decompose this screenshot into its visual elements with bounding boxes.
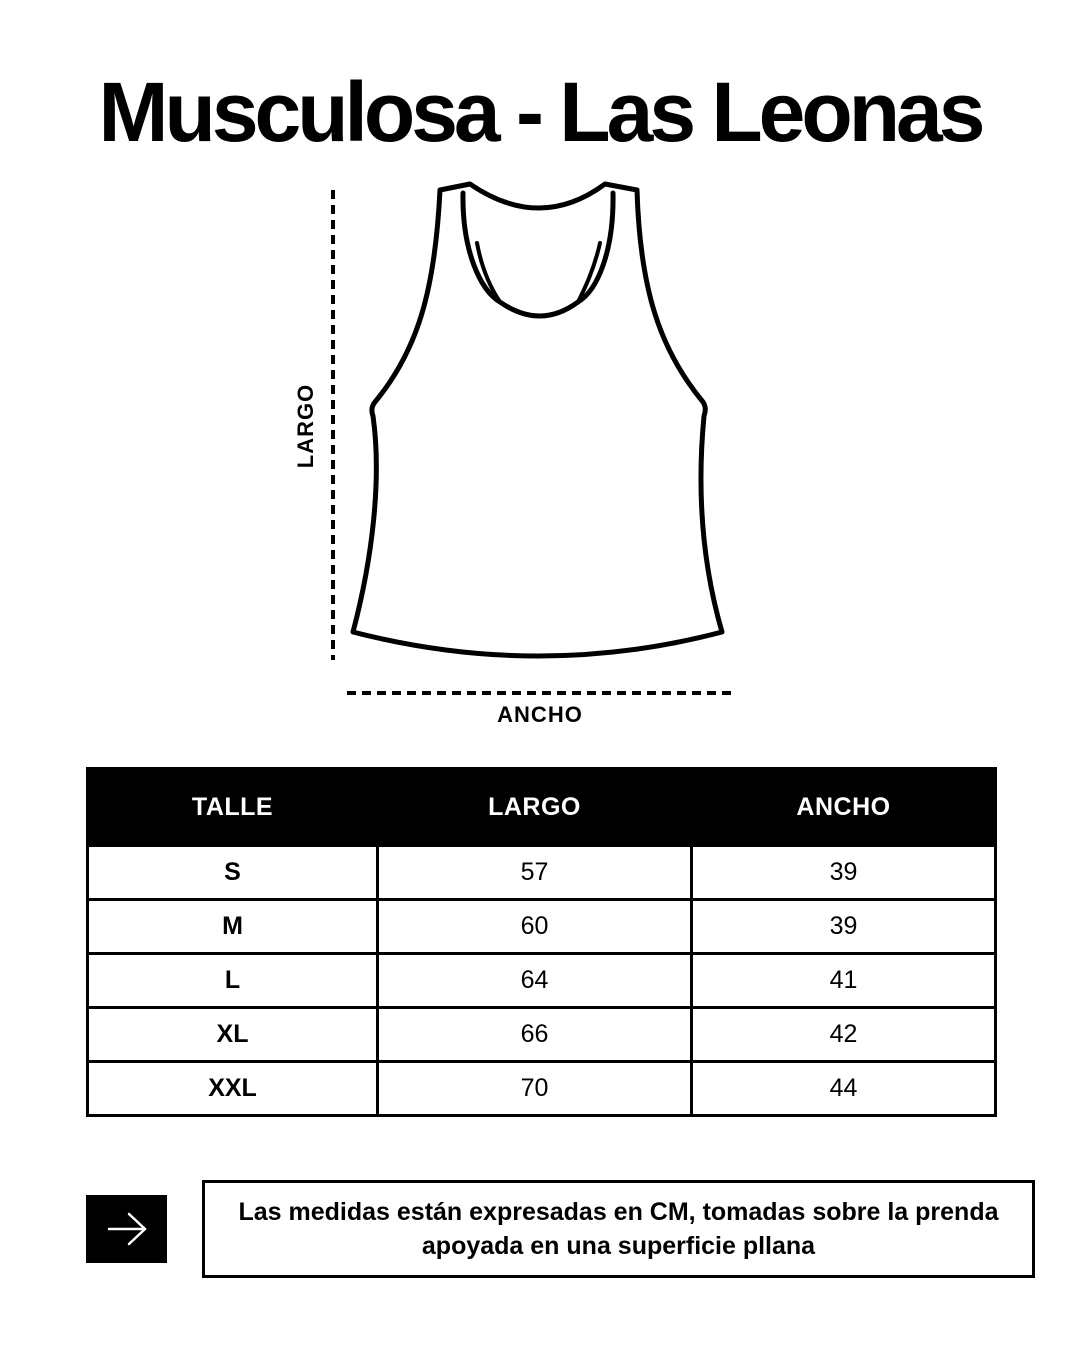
cell-ancho: 41 — [692, 954, 996, 1008]
table-header-row — [88, 769, 996, 846]
arrow-right-icon — [86, 1195, 167, 1263]
cell-largo: 64 — [378, 954, 692, 1008]
header-largo: LARGO — [378, 769, 692, 846]
table-row — [88, 900, 996, 954]
cell-talle: S — [88, 846, 378, 900]
cell-largo: 57 — [378, 846, 692, 900]
cell-largo: 66 — [378, 1008, 692, 1062]
header-ancho: ANCHO — [692, 769, 996, 846]
page-title: Musculosa - Las Leonas — [98, 65, 982, 159]
cell-largo: 70 — [378, 1062, 692, 1116]
table-row — [88, 1062, 996, 1116]
cell-talle: XXL — [88, 1062, 378, 1116]
measurement-note-text: Las medidas están expresadas en CM, tomadas sobre la prenda apoyada en una superficie pllana — [238, 1198, 999, 1260]
cell-talle: XL — [88, 1008, 378, 1062]
measurement-note — [202, 1180, 1035, 1278]
cell-ancho: 42 — [692, 1008, 996, 1062]
cell-ancho: 39 — [692, 900, 996, 954]
ancho-label: ANCHO — [497, 702, 583, 727]
tank-top-outline — [353, 184, 722, 656]
largo-label: LARGO — [293, 383, 318, 469]
cell-ancho: 39 — [692, 846, 996, 900]
header-talle: TALLE — [88, 769, 378, 846]
size-table — [86, 767, 997, 1117]
cell-talle: L — [88, 954, 378, 1008]
table-row — [88, 954, 996, 1008]
table-row — [88, 1008, 996, 1062]
cell-largo: 60 — [378, 900, 692, 954]
cell-talle: M — [88, 900, 378, 954]
table-row — [88, 846, 996, 900]
cell-ancho: 44 — [692, 1062, 996, 1116]
